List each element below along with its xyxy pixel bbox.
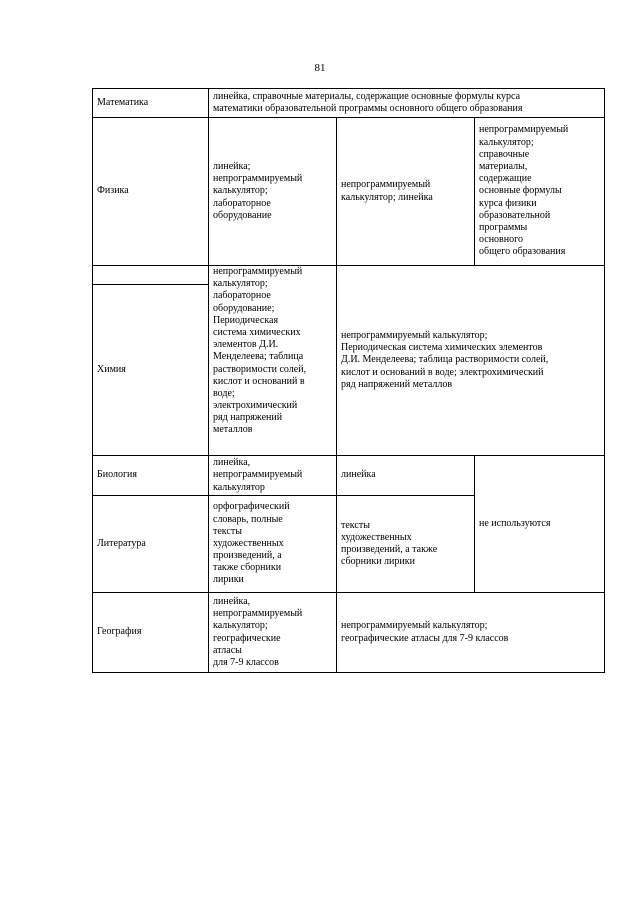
- materials-chemistry-col2: непрограммируемый калькулятор; Периодическая система химических элементов Д.И. Менделеева; таблица растворимости солей, кислот и оснований в воде; электрохимический ряд напряжений металлов: [337, 266, 605, 456]
- empty-cell: [93, 266, 209, 285]
- materials-physics-col3: непрограммируемый калькулятор; справочные материалы, содержащие основные формулы курса физики образовательной программы основного общего образования: [475, 118, 605, 266]
- materials-physics-col1: линейка; непрограммируемый калькулятор; лабораторное оборудование: [209, 118, 337, 266]
- page-number: 81: [314, 62, 326, 74]
- subject-math: Математика: [93, 89, 209, 118]
- materials-literature-col1: орфографический словарь, полные тексты художественных произведений, а также сборники лирики: [209, 496, 337, 593]
- table-row-physics: [93, 118, 605, 266]
- materials-biology-col1: линейка, непрограммируемый калькулятор: [209, 456, 337, 496]
- not-used-cell: не используются: [475, 456, 605, 593]
- subjects-materials-table: [92, 88, 605, 673]
- materials-geography-col1: линейка, непрограммируемый калькулятор; географические атласы для 7-9 классов: [209, 593, 337, 673]
- subject-physics: Физика: [93, 118, 209, 266]
- subject-chemistry: Химия: [93, 285, 209, 456]
- materials-chemistry-col1: непрограммируемый калькулятор; лабораторное оборудование; Периодическая система химических элементов Д.И. Менделеева; таблица растворимости солей, кислот и оснований в воде; электрохимический ряд напряжений металлов: [209, 266, 337, 456]
- table-row-math: [93, 89, 605, 118]
- materials-physics-col2: непрограммируемый калькулятор; линейка: [337, 118, 475, 266]
- table-row-chemistry-spacer: [93, 266, 605, 285]
- materials-literature-col2: тексты художественных произведений, а также сборники лирики: [337, 496, 475, 593]
- subject-literature: Литература: [93, 496, 209, 593]
- subject-geography: География: [93, 593, 209, 673]
- table-row-biology: [93, 456, 605, 496]
- materials-biology-col2: линейка: [337, 456, 475, 496]
- table-row-geography: [93, 593, 605, 673]
- materials-geography-col2: непрограммируемый калькулятор; географические атласы для 7-9 классов: [337, 593, 605, 673]
- subject-biology: Биология: [93, 456, 209, 496]
- materials-math: линейка, справочные материалы, содержащие основные формулы курса математики образовательной программы основного общего образования: [209, 89, 605, 118]
